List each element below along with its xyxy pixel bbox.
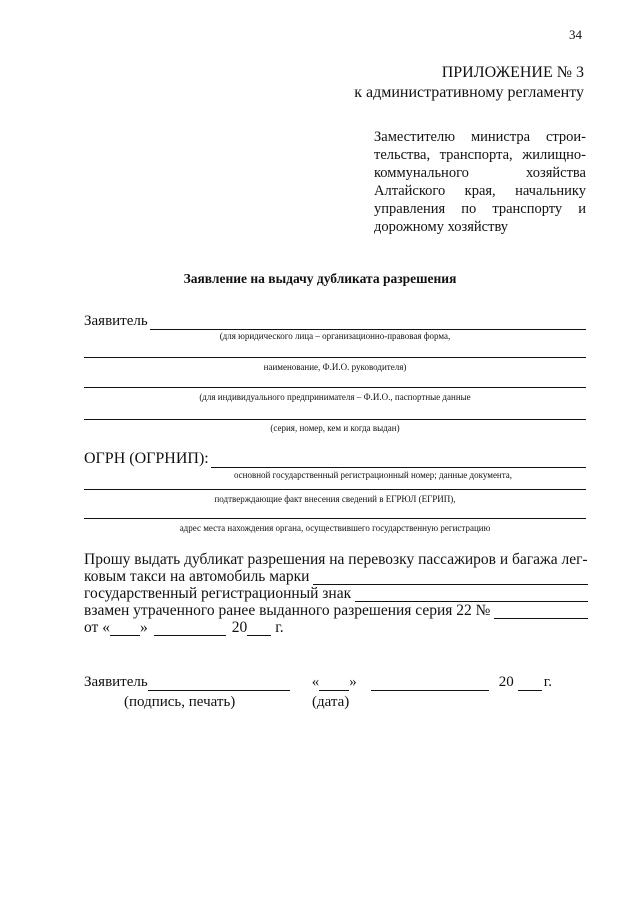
addressee-line: дорожному хозяйству	[374, 219, 509, 235]
addressee-line: Алтайского края, начальнику	[374, 183, 586, 199]
applicant-caption-1: (для юридического лица – организационно-правовая форма,	[219, 331, 451, 341]
applicant-line-3[interactable]	[84, 387, 586, 388]
addressee-block	[374, 128, 586, 236]
signature-open-quote: «	[311, 674, 320, 690]
page-number: 34	[569, 27, 582, 42]
request-text-2: ковым такси на автомобиль марки	[84, 568, 310, 585]
signature-field[interactable]	[148, 677, 290, 691]
applicant-line-4[interactable]	[84, 419, 586, 420]
date-from-close-quote: »	[139, 619, 148, 636]
applicant-label: Заявитель	[84, 313, 148, 329]
registration-plate-field[interactable]	[355, 588, 588, 602]
ogrn-caption-2: подтверждающие факт внесения сведений в ЕГРЮЛ (ЕГРИП),	[214, 494, 456, 504]
request-line-3	[84, 585, 588, 602]
applicant-caption-4: (серия, номер, кем и когда выдан)	[270, 423, 400, 433]
appendix-subtitle: к административному регламенту	[354, 84, 584, 101]
signature-year-field[interactable]	[518, 677, 542, 691]
signature-row	[84, 674, 564, 714]
date-caption: (дата)	[312, 694, 350, 710]
ogrn-label: ОГРН (ОГРНИП):	[84, 450, 209, 467]
date-month-field[interactable]	[154, 622, 226, 636]
appendix-title: ПРИЛОЖЕНИЕ № 3	[441, 64, 584, 81]
date-year-field[interactable]	[247, 622, 271, 636]
permit-number-field[interactable]	[494, 605, 588, 619]
signature-year-suffix: г.	[543, 674, 552, 690]
applicant-caption-3: (для индивидуального предпринимателя – Ф.И.О., паспортные данные	[199, 392, 471, 402]
date-day-field[interactable]	[110, 622, 140, 636]
car-brand-field[interactable]	[313, 571, 588, 585]
ogrn-field[interactable]	[211, 453, 586, 468]
form-title: Заявление на выдачу дубликата разрешения	[183, 271, 457, 286]
request-line-5	[84, 619, 588, 636]
applicant-caption-2: наименование, Ф.И.О. руководителя)	[263, 362, 407, 372]
signature-label: Заявитель	[84, 674, 148, 690]
request-text-1: Прошу выдать дубликат разрешения на перевозку пассажиров и багажа лег-	[84, 551, 588, 568]
request-block	[84, 551, 588, 636]
appendix-header	[354, 63, 584, 103]
signature-day-field[interactable]	[319, 677, 349, 691]
applicant-row	[84, 313, 586, 330]
ogrn-row	[84, 450, 586, 468]
signature-year-prefix: 20	[498, 674, 514, 690]
request-line-2	[84, 568, 588, 585]
ogrn-caption-1: основной государственный регистрационный номер; данные документа,	[233, 470, 513, 480]
addressee-line: коммунального хозяйства	[374, 165, 586, 181]
applicant-field[interactable]	[150, 315, 586, 330]
request-line-4	[84, 602, 588, 619]
request-text-4: взамен утраченного ранее выданного разрешения серия 22 №	[84, 602, 491, 619]
ogrn-line-3[interactable]	[84, 518, 586, 519]
date-from-open-quote: от «	[84, 619, 110, 636]
date-year-prefix: 20	[231, 619, 248, 636]
ogrn-line-2[interactable]	[84, 489, 586, 490]
signature-caption: (подпись, печать)	[124, 694, 236, 710]
addressee-line: управления по транспорту и	[374, 201, 586, 217]
ogrn-caption-3: адрес места нахождения органа, осуществившего государственную регистрацию	[179, 523, 491, 533]
applicant-line-2[interactable]	[84, 357, 586, 358]
date-year-suffix: г.	[275, 619, 284, 636]
signature-close-quote: »	[349, 674, 357, 690]
addressee-line: тельства, транспорта, жилищно-	[374, 147, 586, 163]
request-line-1	[84, 551, 588, 568]
signature-month-field[interactable]	[371, 677, 489, 691]
addressee-line: Заместителю министра строи-	[374, 129, 586, 145]
request-text-3: государственный регистрационный знак	[84, 585, 352, 602]
